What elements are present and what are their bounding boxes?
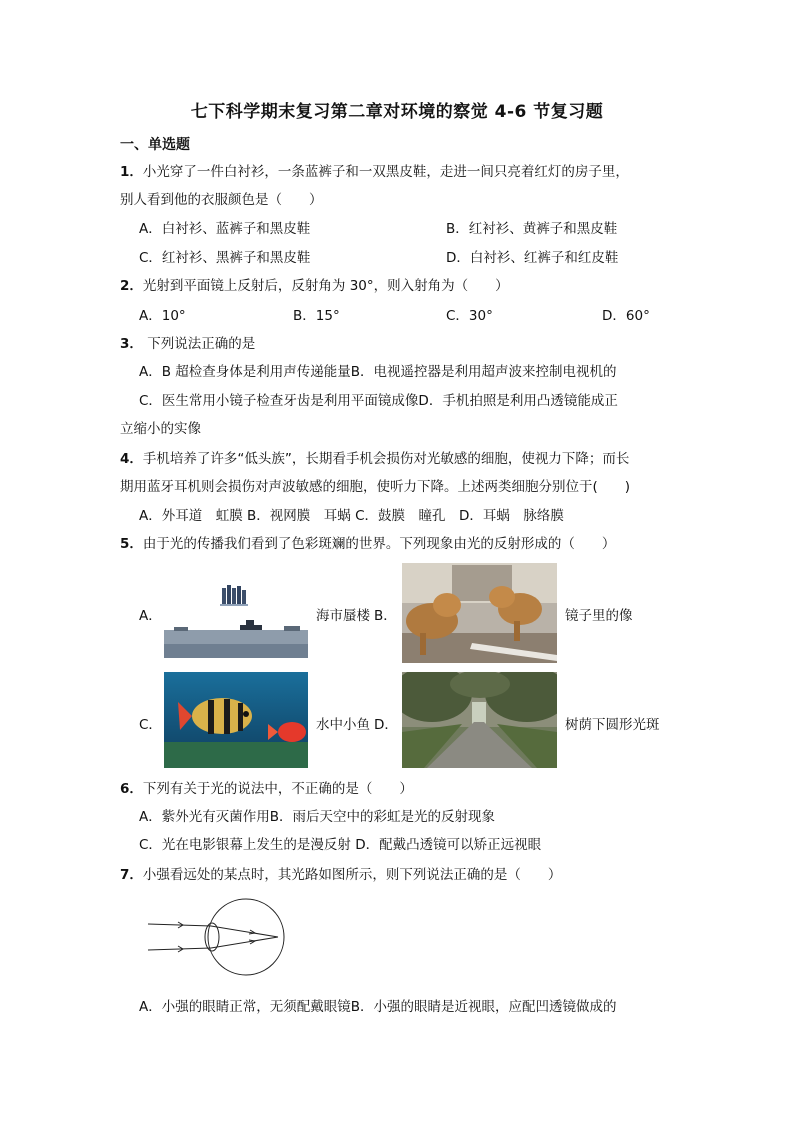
question-text: 下列有关于光的说法中，不正确的是（ ） (142, 781, 413, 797)
question-text: 下列说法正确的是 (142, 336, 256, 352)
option-d-label: D． (374, 717, 398, 733)
question-1-continuation: 别人看到他的衣服颜色是（ ） (120, 192, 323, 208)
tree-shade-image (402, 672, 557, 768)
option-c-label: C． (139, 717, 162, 733)
eye-diagram (144, 898, 294, 980)
option-d: D．60° (602, 308, 650, 324)
option-b-caption: 镜子里的像 (565, 608, 633, 624)
option-b-label: B． (374, 608, 397, 624)
option-c-caption: 水中小鱼 (316, 717, 370, 733)
question-number: 6． (120, 781, 143, 797)
question-text: 小光穿了一件白衬衫，一条蓝裤子和一双黑皮鞋，走进一间只亮着红灯的房子里， (142, 164, 629, 180)
question-7 (120, 866, 561, 884)
question-2 (120, 277, 509, 295)
mirage-image (164, 582, 308, 658)
options-cd: C．光在电影银幕上发生的是漫反射 D．配戴凸透镜可以矫正远视眼 (139, 837, 542, 853)
question-text: 光射到平面镜上反射后，反射角为 30°，则入射角为（ ） (142, 278, 509, 294)
question-number: 7． (120, 867, 143, 883)
question-number: 3． (120, 336, 143, 352)
option-a: A．10° (139, 308, 186, 324)
option-a: A．白衬衫、蓝裤子和黑皮鞋 (139, 221, 311, 237)
section-heading: 一、单选题 (120, 137, 190, 153)
mirror-image (402, 563, 557, 663)
question-number: 2． (120, 278, 143, 294)
question-number: 5． (120, 536, 143, 552)
question-text: 手机培养了许多“低头族”，长期看手机会损伤对光敏感的细胞，使视力下降；而长 (142, 451, 630, 467)
option-a-caption: 海市蜃楼 (316, 608, 370, 624)
question-5 (120, 535, 615, 553)
question-1 (120, 163, 629, 181)
question-text: 由于光的传播我们看到了色彩斑斓的世界。下列现象由光的反射形成的（ ） (142, 536, 616, 552)
option-c: C．30° (446, 308, 493, 324)
option-c: C．红衬衫、黑裤子和黑皮鞋 (139, 250, 311, 266)
option-d-caption: 树荫下圆形光斑 (565, 717, 660, 733)
options-ab: A．小强的眼睛正常，无须配戴眼镜B．小强的眼睛是近视眼，应配凹透镜做成的 (139, 999, 617, 1015)
options-ab: A．B 超检查身体是利用声传递能量B．电视遥控器是利用超声波来控制电视机的 (139, 364, 617, 380)
question-3 (120, 335, 255, 353)
options-cd-continuation: 立缩小的实像 (120, 421, 201, 437)
option-a-label: A． (139, 608, 162, 624)
option-b: B．红衬衫、黄裤子和黑皮鞋 (446, 221, 618, 237)
question-text: 小强看远处的某点时，其光路如图所示，则下列说法正确的是（ ） (142, 867, 562, 883)
options-ab: A．紫外光有灭菌作用B．雨后天空中的彩虹是光的反射现象 (139, 809, 495, 825)
fish-image (164, 672, 308, 768)
question-number: 4． (120, 451, 143, 467)
question-4 (120, 450, 629, 468)
question-4-continuation: 期用蓝牙耳机则会损伤对声波敏感的细胞，使听力下降。上述两类细胞分别位于( ) (120, 479, 631, 495)
question-number: 1． (120, 164, 143, 180)
options-cd: C．医生常用小镜子检查牙齿是利用平面镜成像D．手机拍照是利用凸透镜能成正 (139, 393, 618, 409)
question-6 (120, 780, 413, 798)
page-title: 七下科学期末复习第二章对环境的察觉 4-6 节复习题 (190, 102, 604, 122)
option-d: D．白衬衫、红裤子和红皮鞋 (446, 250, 619, 266)
option-b: B．15° (293, 308, 340, 324)
options-row: A．外耳道 虹膜 B．视网膜 耳蜗 C．鼓膜 瞳孔 D．耳蜗 脉络膜 (139, 508, 564, 524)
